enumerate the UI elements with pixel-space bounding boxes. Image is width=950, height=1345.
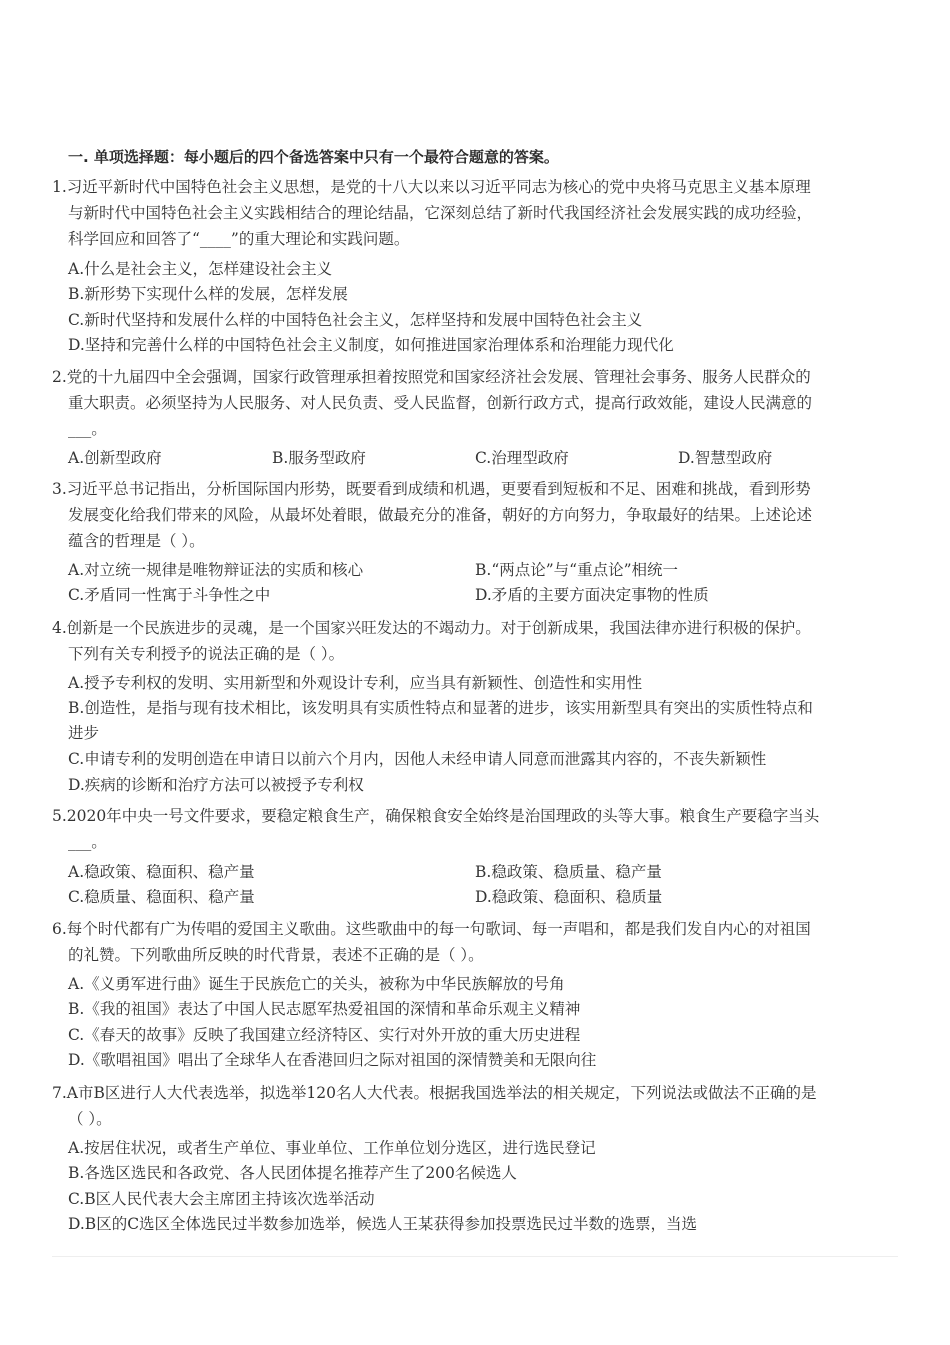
question-2-line-3: ___。: [68, 420, 107, 438]
question-4-option-c: C.申请专利的发明创造在申请日以前六个月内，因他人未经申请人同意而泄露其内容的，不丧失新颖性: [68, 750, 767, 768]
question-3-option-b: B.“两点论”与“重点论”相统一: [475, 561, 679, 579]
question-5-line-2: ___。: [68, 833, 107, 851]
question-5-option-a: A.稳政策、稳面积、稳产量: [68, 863, 255, 881]
question-3-line-1: 3.习近平总书记指出，分析国际国内形势，既要看到成绩和机遇，更要看到短板和不足、困难和挑战，看到形势: [52, 480, 811, 498]
question-7-option-b: B.各选区选民和各政党、各人民团体提名推荐产生了200名候选人: [68, 1164, 517, 1182]
question-6-option-a: A.《义勇军进行曲》诞生于民族危亡的关头，被称为中华民族解放的号角: [68, 975, 565, 993]
question-6-option-d: D.《歌唱祖国》唱出了全球华人在香港回归之际对祖国的深情赞美和无限向往: [68, 1051, 597, 1069]
question-1-option-c: C.新时代坚持和发展什么样的中国特色社会主义，怎样坚持和发展中国特色社会主义: [68, 311, 643, 329]
question-2-option-d: D.智慧型政府: [678, 449, 773, 467]
question-2-line-2: 重大职责。必须坚持为人民服务、对人民负责、受人民监督，创新行政方式，提高行政效能，建设人民满意的: [68, 394, 813, 412]
question-2-option-a: A.创新型政府: [68, 449, 162, 467]
question-7-option-d: D.B区的C选区全体选民过半数参加选举，候选人王某获得参加投票选民过半数的选票，当选: [68, 1215, 698, 1233]
section-title: 一. 单项选择题：每小题后的四个备选答案中只有一个最符合题意的答案。: [68, 148, 559, 166]
question-1-option-a: A.什么是社会主义，怎样建设社会主义: [68, 260, 333, 278]
question-1-option-b: B.新形势下实现什么样的发展，怎样发展: [68, 285, 348, 303]
question-5-line-1: 5.2020年中央一号文件要求，要稳定粮食生产，确保粮食安全始终是治国理政的头等大事。粮食生产要稳字当头: [52, 807, 820, 825]
question-1-line-2: 与新时代中国特色社会主义实践相结合的理论结晶，它深刻总结了新时代我国经济社会发展实践的成功经验，: [68, 204, 813, 222]
question-5-option-b: B.稳政策、稳质量、稳产量: [475, 863, 662, 881]
question-7-option-a: A.按居住状况，或者生产单位、事业单位、工作单位划分选区，进行选民登记: [68, 1139, 596, 1157]
question-4-option-b-cont: 进步: [68, 724, 100, 742]
question-4-line-2: 下列有关专利授予的说法正确的是（ ）。: [68, 645, 345, 663]
question-1-line-1: 1.习近平新时代中国特色社会主义思想，是党的十八大以来以习近平同志为核心的党中央将马克思主义基本原理: [52, 178, 811, 196]
question-4-option-b: B.创造性，是指与现有技术相比，该发明具有实质性特点和显著的进步，该实用新型具有突出的实质性特点和: [68, 699, 813, 717]
question-2-option-c: C.治理型政府: [475, 449, 569, 467]
question-7-option-c: C.B区人民代表大会主席团主持该次选举活动: [68, 1190, 375, 1208]
question-6-option-c: C.《春天的故事》反映了我国建立经济特区、实行对外开放的重大历史进程: [68, 1026, 581, 1044]
question-7-line-1: 7.A市B区进行人大代表选举，拟选举120名人大代表。根据我国选举法的相关规定，下列说法或做法不正确的是: [52, 1084, 817, 1102]
question-4-line-1: 4.创新是一个民族进步的灵魂，是一个国家兴旺发达的不竭动力。对于创新成果，我国法律亦进行积极的保护。: [52, 619, 811, 637]
question-4-option-a: A.授予专利权的发明、实用新型和外观设计专利，应当具有新颖性、创造性和实用性: [68, 674, 643, 692]
question-6-line-2: 的礼赞。下列歌曲所反映的时代背景，表述不正确的是（ ）。: [68, 946, 484, 964]
question-3-option-d: D.矛盾的主要方面决定事物的性质: [475, 586, 709, 604]
question-4-option-d: D.疾病的诊断和治疗方法可以被授予专利权: [68, 776, 364, 794]
question-3-line-3: 蕴含的哲理是（ ）。: [68, 532, 205, 550]
question-5-option-c: C.稳质量、稳面积、稳产量: [68, 888, 255, 906]
question-2-option-b: B.服务型政府: [272, 449, 366, 467]
question-3-line-2: 发展变化给我们带来的风险，从最坏处着眼，做最充分的准备，朝好的方向努力，争取最好的结果。上述论述: [68, 506, 813, 524]
question-5-option-d: D.稳政策、稳面积、稳质量: [475, 888, 663, 906]
question-6-line-1: 6.每个时代都有广为传唱的爱国主义歌曲。这些歌曲中的每一句歌词、每一声唱和，都是我们发自内心的对祖国: [52, 920, 811, 938]
question-3-option-c: C.矛盾同一性寓于斗争性之中: [68, 586, 271, 604]
question-1-option-d: D.坚持和完善什么样的中国特色社会主义制度，如何推进国家治理体系和治理能力现代化: [68, 336, 674, 354]
question-2-line-1: 2.党的十九届四中全会强调，国家行政管理承担着按照党和国家经济社会发展、管理社会事务、服务人民群众的: [52, 368, 811, 386]
question-7-line-2: （ ）。: [68, 1110, 112, 1128]
footer-divider: [52, 1256, 898, 1257]
question-6-option-b: B.《我的祖国》表达了中国人民志愿军热爱祖国的深情和革命乐观主义精神: [68, 1000, 581, 1018]
question-1-line-3: 科学回应和回答了“____”的重大理论和实践问题。: [68, 230, 410, 248]
question-3-option-a: A.对立统一规律是唯物辩证法的实质和核心: [68, 561, 364, 579]
